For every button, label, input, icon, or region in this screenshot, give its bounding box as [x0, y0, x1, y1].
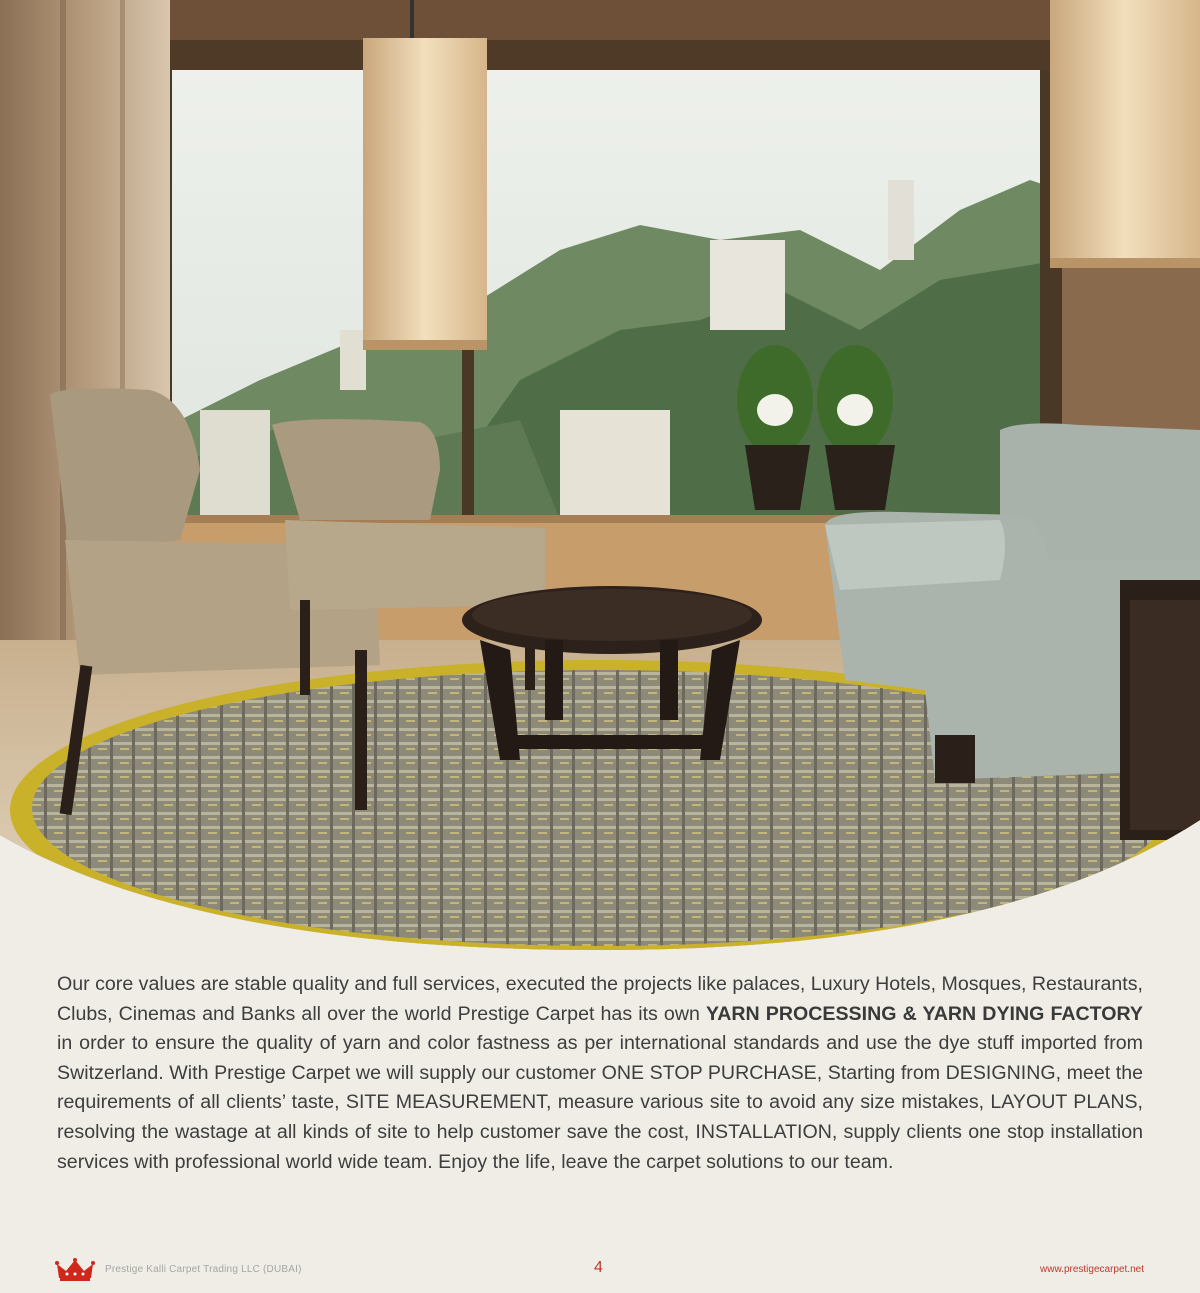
- body-text-2: in order to ensure the quality of yarn and color fastness as per international standards and use the dye stuff imported from Switzerland. With Prestige Carpet we will supply our customer ONE STOP PURCHASE, Starting from DESIGNING, meet the requirements of all clients’ taste, SITE MEASUREMENT, measure various site to avoid any size mistakes, LAYOUT PLANS, resolving the wastage at all kinds of site to help customer save the cost, INSTALLATION, supply clients one stop installation services with professional world wide team. Enjoy the life, leave the carpet solutions to our team.: [57, 1032, 1143, 1173]
- website-link[interactable]: www.prestigecarpet.net: [1040, 1264, 1144, 1275]
- company-name: Prestige Kalli Carpet Trading LLC (DUBAI): [105, 1264, 302, 1275]
- crown-icon: [55, 1258, 95, 1282]
- page-number: 4: [594, 1259, 603, 1276]
- body-paragraph: [57, 970, 1143, 1177]
- body-bold-factory: YARN PROCESSING & YARN DYING FACTORY: [705, 1002, 1143, 1025]
- page-footer: [0, 1252, 1200, 1288]
- body-text-1: Our core values are stable quality and full services, executed the projects like palaces, Luxury Hotels, Mosques, Restaurants, Clubs, Cinemas and Banks all over the world Prestige Carpet has its own: [57, 973, 1143, 1025]
